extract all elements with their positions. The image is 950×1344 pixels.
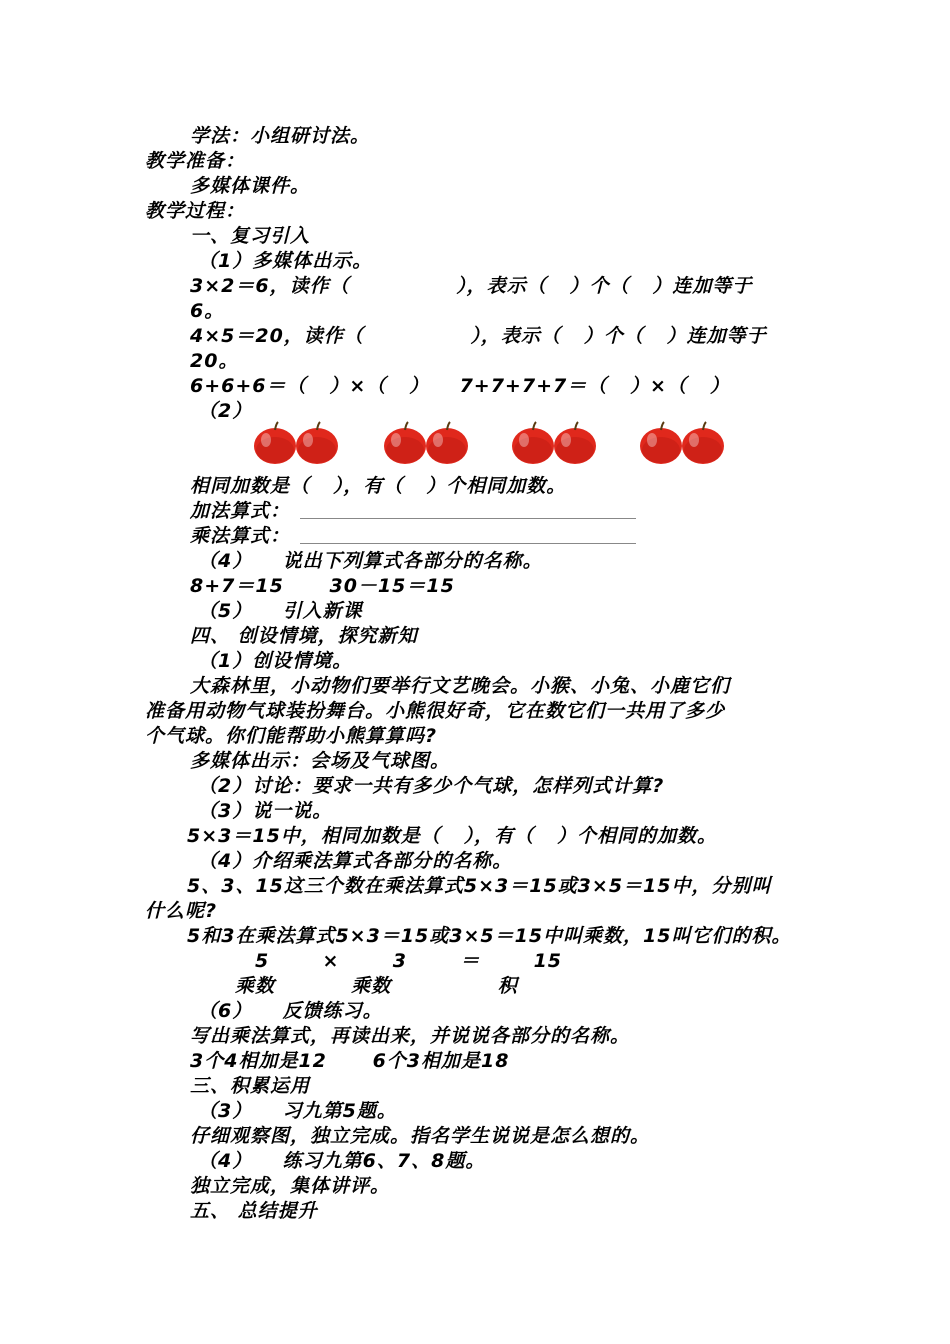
- exercise-line: 6+6+6＝（ ）×（ ） 7+7+7+7＝（ ）×（ ）: [190, 375, 730, 397]
- text-line: （2）: [198, 400, 253, 422]
- text-line: （1）多媒体出示。: [198, 250, 373, 272]
- text-line: 独立完成，集体讲评。: [190, 1175, 391, 1197]
- text-line: （3）说一说。: [198, 800, 333, 822]
- answer-blank-line: [300, 543, 636, 544]
- section-heading: 一、复习引入: [190, 225, 311, 247]
- equation-line: 5 × 3 ＝ 15: [255, 950, 563, 972]
- answer-label: 加法算式：: [190, 500, 291, 522]
- text-line: （6） 反馈练习。: [198, 1000, 383, 1022]
- text-line: （3） 习九第5题。: [198, 1100, 397, 1122]
- paragraph-line: 个气球。你们能帮助小熊算算吗?: [145, 725, 438, 747]
- exercise-line: 相同加数是（ ），有（ ）个相同加数。: [190, 475, 567, 497]
- text-line: （4）介绍乘法算式各部分的名称。: [198, 850, 513, 872]
- exercise-line: 3个4相加是12 6个3相加是18: [190, 1050, 510, 1072]
- exercise-line: 20。: [190, 350, 239, 372]
- text-line: 仔细观察图，独立完成。指名学生说说是怎么想的。: [190, 1125, 651, 1147]
- text-line: 多媒体课件。: [190, 175, 311, 197]
- text-line: （5） 引入新课: [198, 600, 363, 622]
- text-line: 学法：小组研讨法。: [190, 125, 371, 147]
- paragraph-line: 准备用动物气球装扮舞台。小熊很好奇，它在数它们一共用了多少: [145, 700, 726, 722]
- paragraph-line: 大森林里，小动物们要举行文艺晚会。小猴、小兔、小鹿它们: [190, 675, 731, 697]
- exercise-line: 6。: [190, 300, 225, 322]
- section-heading: 四、 创设情境，探究新知: [190, 625, 418, 647]
- paragraph-line: 5和3在乘法算式5×3＝15或3×5＝15中叫乘数，15叫它们的积。: [187, 925, 792, 947]
- section-heading: 五、 总结提升: [190, 1200, 318, 1222]
- text-line: （4） 练习九第6、7、8题。: [198, 1150, 486, 1172]
- apple-icon: [252, 420, 298, 466]
- text-line: （4） 说出下列算式各部分的名称。: [198, 550, 543, 572]
- apple-icon: [294, 420, 340, 466]
- text-line: （2）讨论：要求一共有多少个气球，怎样列式计算?: [198, 775, 665, 797]
- paragraph-line: 5、3、15这三个数在乘法算式5×3＝15或3×5＝15中，分别叫: [187, 875, 772, 897]
- apple-icon: [382, 420, 428, 466]
- apple-icon: [552, 420, 598, 466]
- exercise-line: 5×3＝15中，相同加数是（ ），有（ ）个相同的加数。: [187, 825, 717, 847]
- section-heading: 教学过程：: [145, 200, 246, 222]
- section-heading: 教学准备：: [145, 150, 246, 172]
- exercise-line: 4×5＝20，读作（ ），表示（ ）个（ ）连加等于: [190, 325, 767, 347]
- apple-icon: [680, 420, 726, 466]
- apple-group-image: [252, 420, 732, 468]
- exercise-line: 8+7＝15 30－15＝15: [190, 575, 455, 597]
- answer-blank-line: [300, 518, 636, 519]
- apple-icon: [424, 420, 470, 466]
- paragraph-line: 什么呢?: [145, 900, 218, 922]
- equation-label-line: 乘数 乘数 积: [235, 975, 518, 997]
- text-line: 写出乘法算式，再读出来，并说说各部分的名称。: [190, 1025, 631, 1047]
- answer-label: 乘法算式：: [190, 525, 291, 547]
- apple-icon: [510, 420, 556, 466]
- text-line: 多媒体出示：会场及气球图。: [190, 750, 451, 772]
- exercise-line: 3×2＝6，读作（ ），表示（ ）个（ ）连加等于: [190, 275, 753, 297]
- apple-icon: [638, 420, 684, 466]
- section-heading: 三、积累运用: [190, 1075, 311, 1097]
- text-line: （1）创设情境。: [198, 650, 353, 672]
